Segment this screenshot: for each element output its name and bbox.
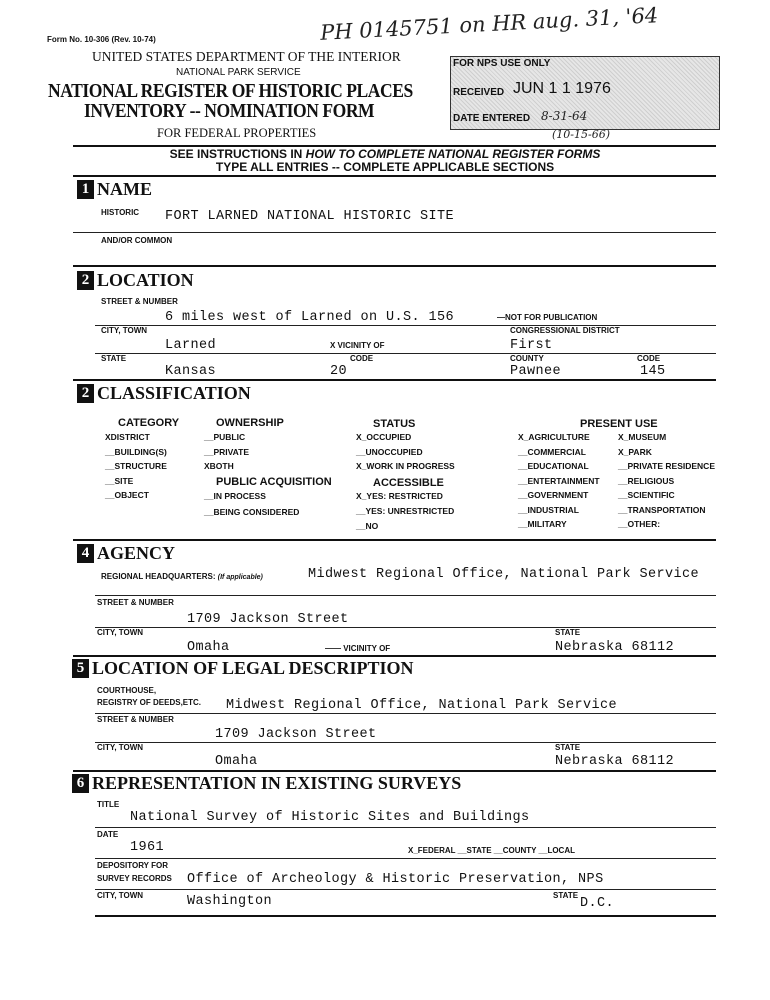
state-label: STATE (553, 891, 579, 900)
city-value: Omaha (187, 640, 230, 655)
category-list (105, 433, 167, 506)
checkbox-item: X_AGRICULTURE (518, 432, 590, 442)
divider (73, 770, 716, 772)
acquisition-list (204, 492, 299, 524)
status-heading: STATUS (373, 418, 416, 430)
received-stamp: JUN 1 1 1976 (513, 80, 611, 97)
date-entered-2: (10-15-66) (552, 128, 611, 141)
section-classification-heading: 2 CLASSIFICATION (77, 383, 251, 404)
divider (95, 627, 716, 628)
accessible-heading: ACCESSIBLE (373, 477, 444, 489)
section-location-heading: 2 LOCATION (77, 270, 194, 291)
checkbox-item: X_MUSEUM (618, 432, 667, 442)
city-value: Omaha (215, 754, 258, 769)
city-label: CITY, TOWN (97, 891, 144, 900)
congressional-district-label: CONGRESSIONAL DISTRICT (510, 326, 620, 335)
state-label: STATE (555, 743, 581, 752)
checkbox-item: __OTHER: (618, 519, 661, 529)
checkbox-item: __OBJECT (105, 490, 149, 500)
state-label: STATE (101, 354, 127, 363)
department: UNITED STATES DEPARTMENT OF THE INTERIOR (92, 49, 401, 64)
checkbox-item: X_OCCUPIED (356, 432, 412, 442)
street-value: 6 miles west of Larned on U.S. 156 (165, 310, 455, 325)
category-heading: CATEGORY (118, 417, 180, 429)
handwritten-annotation: PH 0145751 on HR aug. 31, '64 (319, 3, 659, 45)
divider (73, 655, 716, 657)
checkbox-item: __INDUSTRIAL (518, 504, 579, 515)
vicinity-of: X VICINITY OF (330, 341, 385, 350)
checkbox-item: __PRIVATE (204, 446, 250, 457)
divider (95, 742, 716, 743)
present-use-heading: PRESENT USE (580, 418, 658, 430)
checkbox-item: __PUBLIC (204, 432, 246, 442)
registry-label: REGISTRY OF DEEDS,ETC. (97, 698, 202, 707)
city-label: CITY, TOWN (97, 628, 144, 637)
title-label: TITLE (97, 800, 120, 809)
hq-value: Midwest Regional Office, National Park Service (308, 567, 700, 582)
checkbox-item: __BUILDING(S) (105, 446, 167, 457)
present-use-col1 (518, 433, 600, 535)
city-label: CITY, TOWN (101, 326, 148, 335)
accessible-list (356, 492, 454, 537)
date-label: DATE (97, 830, 119, 839)
checkbox-item: XDISTRICT (105, 432, 150, 442)
form-title: NATIONAL REGISTER OF HISTORIC PLACES (48, 81, 413, 102)
county-value: Pawnee (510, 364, 562, 379)
survey-level: X_FEDERAL __STATE __COUNTY __LOCAL (408, 846, 575, 855)
received-label: RECEIVED (453, 87, 505, 98)
divider (73, 265, 716, 267)
state-value: Nebraska 68112 (555, 640, 675, 655)
hq-label: REGIONAL HEADQUARTERS: (If applicable) (101, 572, 263, 581)
state-code-label: CODE (350, 354, 374, 363)
ownership-heading: OWNERSHIP (216, 417, 284, 429)
checkbox-item: X_WORK IN PROGRESS (356, 461, 455, 471)
divider (95, 889, 716, 890)
divider (95, 325, 716, 326)
survey-date: 1961 (130, 840, 165, 855)
state-value: D.C. (580, 896, 615, 911)
divider (95, 858, 716, 859)
federal-properties: FOR FEDERAL PROPERTIES (157, 126, 317, 140)
date-entered-label: DATE ENTERED (453, 113, 531, 124)
checkbox-item: __STRUCTURE (105, 461, 167, 471)
street-value: 1709 Jackson Street (215, 727, 377, 742)
nps-box-label: FOR NPS USE ONLY (453, 58, 551, 69)
divider (95, 713, 716, 714)
form-subtitle: INVENTORY -- NOMINATION FORM (84, 101, 375, 122)
state-code-value: 20 (330, 364, 348, 379)
street-label: STREET & NUMBER (101, 297, 178, 306)
instructions: SEE INSTRUCTIONS IN HOW TO COMPLETE NATIONAL REGISTER FORMS (169, 147, 601, 161)
courthouse-label: COURTHOUSE, (97, 686, 157, 695)
divider (73, 539, 716, 541)
street-label: STREET & NUMBER (97, 715, 174, 724)
depository-label: DEPOSITORY FOR (97, 861, 168, 870)
checkbox-item: __SITE (105, 475, 134, 486)
checkbox-item: XBOTH (204, 461, 234, 471)
city-label: CITY, TOWN (97, 743, 144, 752)
checkbox-item: X_YES: RESTRICTED (356, 491, 443, 501)
congressional-district-value: First (510, 338, 553, 353)
nps-use-only-box (450, 56, 720, 130)
checkbox-item: __COMMERCIAL (518, 446, 587, 457)
checkbox-item: __NO (356, 521, 379, 531)
checkbox-item: __MILITARY (518, 519, 567, 529)
ownership-list (204, 433, 249, 477)
street-value: 1709 Jackson Street (187, 612, 349, 627)
checkbox-item: __PRIVATE RESIDENCE (618, 461, 715, 471)
divider (73, 232, 716, 233)
checkbox-item: __UNOCCUPIED (356, 446, 423, 457)
divider (95, 827, 716, 828)
section-agency-heading: 4 AGENCY (77, 543, 175, 564)
checkbox-item: __RELIGIOUS (618, 475, 675, 486)
section-surveys-heading: 6 REPRESENTATION IN EXISTING SURVEYS (72, 773, 461, 794)
acquisition-heading: PUBLIC ACQUISITION (216, 476, 332, 488)
checkbox-item: X_PARK (618, 446, 652, 457)
survey-title: National Survey of Historic Sites and Buildings (130, 810, 530, 825)
vicinity-of: —— VICINITY OF (325, 644, 391, 653)
type-instructions: TYPE ALL ENTRIES -- COMPLETE APPLICABLE SECTIONS (215, 160, 555, 174)
street-label: STREET & NUMBER (97, 598, 174, 607)
checkbox-item: __ENTERTAINMENT (518, 475, 600, 486)
county-code-value: 145 (640, 364, 666, 379)
historic-label: HISTORIC (101, 208, 140, 217)
county-label: COUNTY (510, 354, 544, 363)
state-value: Nebraska 68112 (555, 754, 675, 769)
city-value: Larned (165, 338, 217, 353)
date-entered: 8-31-64 (541, 109, 588, 123)
divider (73, 379, 716, 381)
section-name-heading: 1 NAME (77, 179, 152, 200)
divider (95, 915, 716, 917)
divider (95, 595, 716, 596)
present-use-col2 (618, 433, 715, 535)
checkbox-item: __TRANSPORTATION (618, 504, 706, 515)
checkbox-item: __EDUCATIONAL (518, 461, 589, 471)
state-label: STATE (555, 628, 581, 637)
state-value: Kansas (165, 364, 217, 379)
divider (73, 175, 716, 177)
checkbox-item: __SCIENTIFIC (618, 490, 675, 500)
checkbox-item: __BEING CONSIDERED (204, 507, 300, 517)
city-value: Washington (187, 894, 273, 909)
checkbox-item: __YES: UNRESTRICTED (356, 506, 455, 516)
registry-value: Midwest Regional Office, National Park Service (226, 698, 618, 713)
common-label: AND/OR COMMON (101, 236, 173, 245)
status-list (356, 433, 455, 477)
survey-records-label: SURVEY RECORDS (97, 874, 172, 883)
form-number: Form No. 10-306 (Rev. 10-74) (47, 35, 156, 44)
historic-name: FORT LARNED NATIONAL HISTORIC SITE (165, 209, 455, 224)
divider (95, 353, 716, 354)
checkbox-item: __GOVERNMENT (518, 490, 589, 500)
depository-value: Office of Archeology & Historic Preservation, NPS (187, 872, 604, 887)
agency-name: NATIONAL PARK SERVICE (176, 67, 301, 78)
checkbox-item: __IN PROCESS (204, 491, 266, 501)
county-code-label: CODE (637, 354, 661, 363)
not-for-publication: —NOT FOR PUBLICATION (497, 313, 598, 322)
section-legal-description-heading: 5 LOCATION OF LEGAL DESCRIPTION (72, 658, 414, 679)
